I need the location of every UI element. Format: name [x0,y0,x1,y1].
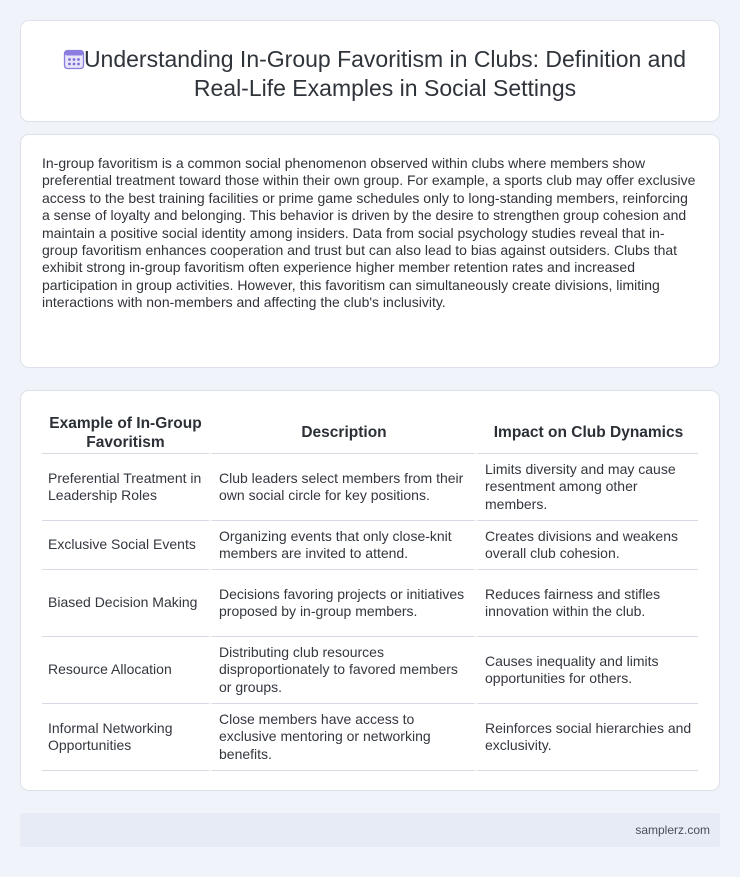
table-row [42,704,698,771]
intro-card [20,134,720,368]
column-header-impact: Impact on Club Dynamics [475,412,698,454]
table-cell-description: Decisions favoring projects or initiatives proposed by in-group members. [209,570,475,637]
table-cell-example: Biased Decision Making [42,570,209,637]
table-row [42,570,698,637]
table-row [42,637,698,704]
table-cell-impact: Reduces fairness and stifles innovation within the club. [475,570,698,637]
table-cell-impact: Reinforces social hierarchies and exclusivity. [475,704,698,771]
footer-site-link[interactable]: samplerz.com [635,823,710,837]
table-cell-example: Preferential Treatment in Leadership Roles [42,454,209,521]
table-cell-description: Close members have access to exclusive mentoring or networking benefits. [209,704,475,771]
page-title: Understanding In-Group Favoritism in Clubs: Definition and Real-Life Examples in Social Settings [83,46,687,101]
table-cell-impact: Limits diversity and may cause resentment among other members. [475,454,698,521]
table-cell-example: Informal Networking Opportunities [42,704,209,771]
table-cell-description: Organizing events that only close-knit members are invited to attend. [209,521,475,570]
table-card [20,390,720,791]
table-row [42,521,698,570]
table-cell-description: Club leaders select members from their own social circle for key positions. [209,454,475,521]
table-cell-impact: Creates divisions and weakens overall club cohesion. [475,521,698,570]
table-cell-example: Exclusive Social Events [42,521,209,570]
table-cell-example: Resource Allocation [42,637,209,704]
table-cell-description: Distributing club resources disproportionately to favored members or groups. [209,637,475,704]
intro-paragraph: In-group favoritism is a common social phenomenon observed within clubs where members show preferential treatment toward those within their own group. For example, a sports club may offer exclusive access to the best training facilities or prime game schedules only to long-standing members, reinforcing a sense of loyalty and belonging. This behavior is driven by the desire to strengthen group cohesion and maintain a positive social identity among insiders. Data from social psychology studies reveal that in-group favoritism enhances cooperation and trust but can also lead to bias against outsiders. Clubs that exhibit strong in-group favoritism often experience higher member retention rates and increased participation in group activities. However, this favoritism can simultaneously create divisions, limiting interactions with non-members and affecting the club's inclusivity. [42,155,696,311]
title-card [20,20,720,122]
table-cell-impact: Causes inequality and limits opportunities for others. [475,637,698,704]
footer-bar [20,813,720,847]
favoritism-table [42,412,698,771]
table-header-row [42,412,698,454]
table-row [42,454,698,521]
column-header-description: Description [209,412,475,454]
column-header-example: Example of In-Group Favoritism [42,412,209,454]
